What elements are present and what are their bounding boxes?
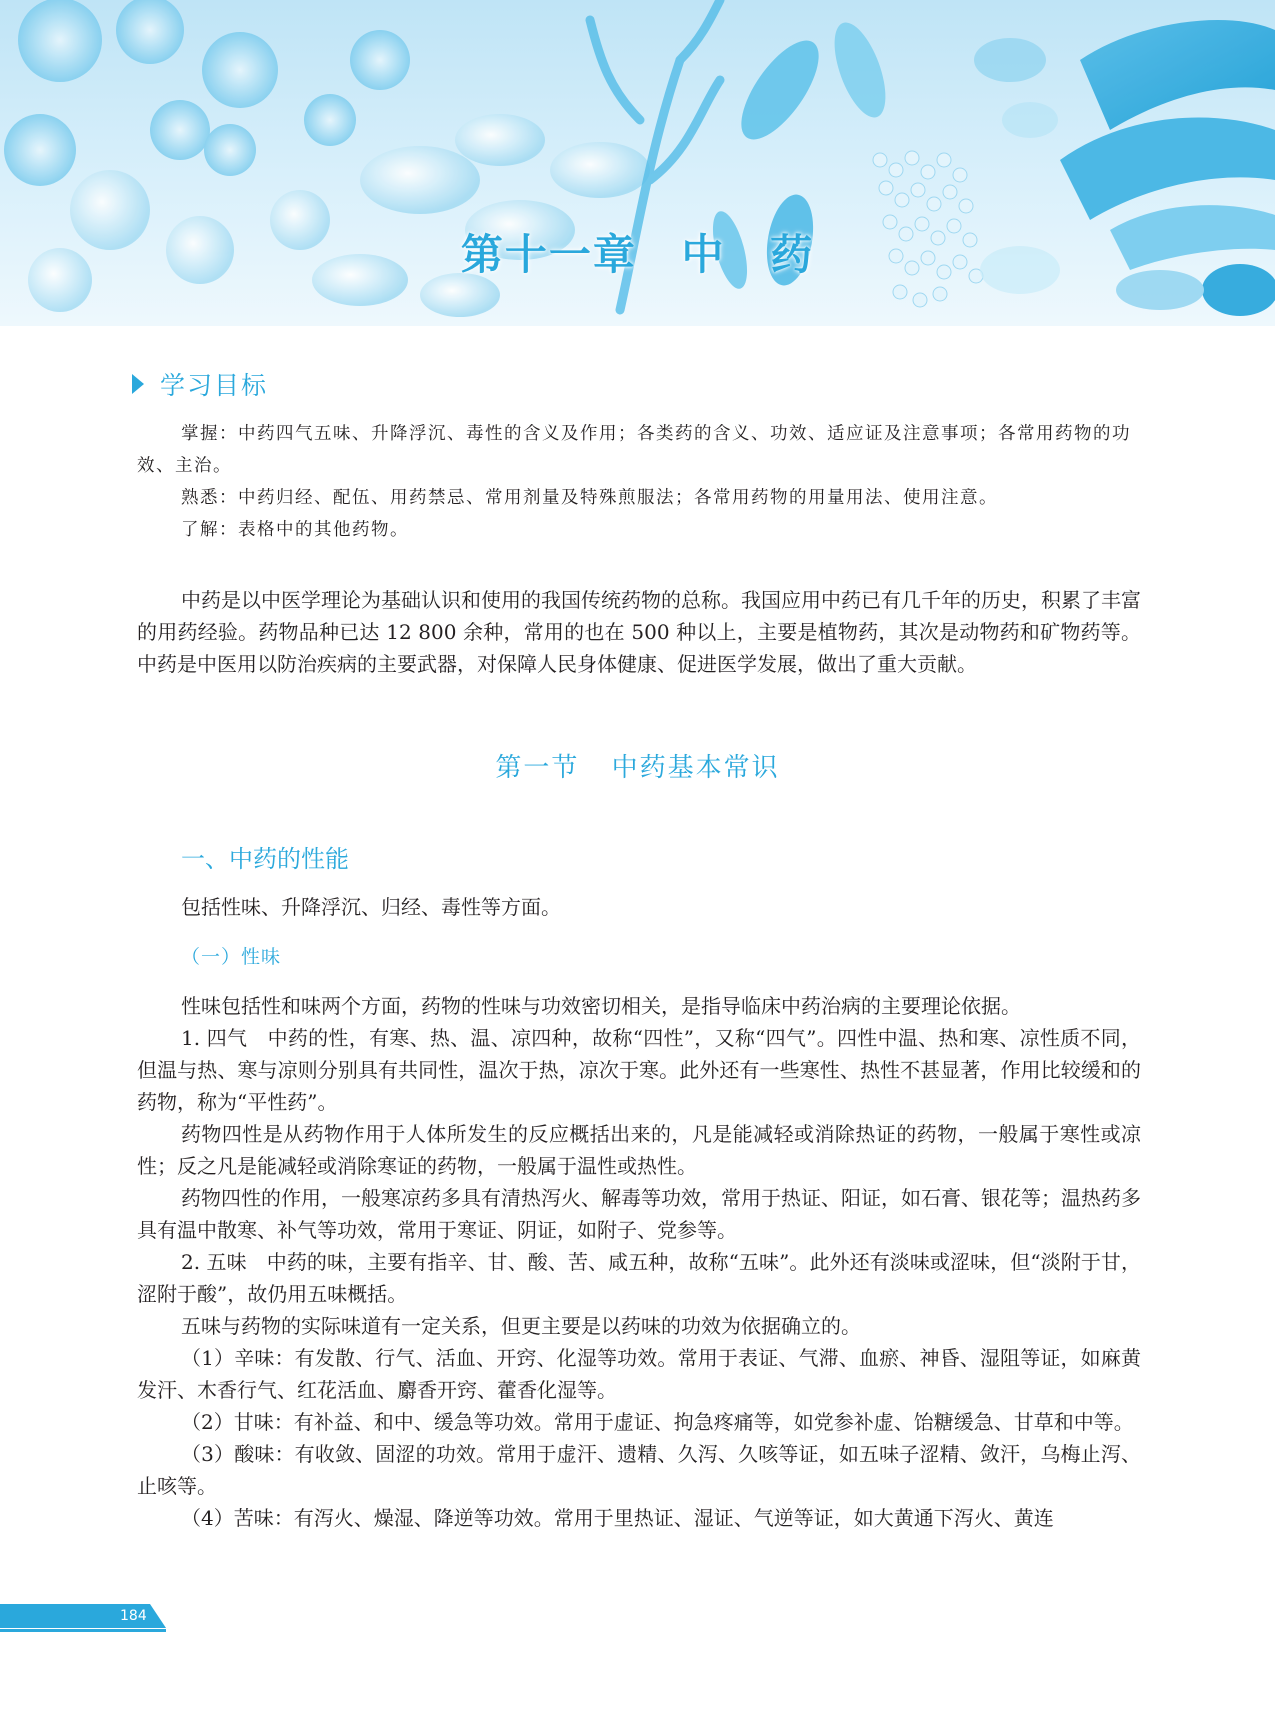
goal-understand: 了解：表格中的其他药物。 [181, 520, 409, 540]
subsection-intro: 包括性味、升降浮沉、归经、毒性等方面。 [181, 895, 561, 919]
goal-familiar: 熟悉：中药归经、配伍、用药禁忌、常用剂量及特殊煎服法；各常用药物的用量用法、使用注意。 [181, 488, 998, 508]
goal-master: 掌握：中药四气五味、升降浮沉、毒性的含义及作用；各类药的含义、功效、适应证及注意事项；各常用药物的功效、主治。 [137, 424, 1131, 476]
learning-goals-heading [132, 366, 268, 402]
subsection-title: 一、中药的性能 [181, 845, 349, 873]
paragraph: （3）酸味：有收敛、固涩的功效。常用于虚汗、遗精、久泻、久咳等证，如五味子涩精、敛汗，乌梅止泻、止咳等。 [137, 1442, 1141, 1498]
triangle-marker-icon [132, 374, 144, 394]
paragraph: 五味与药物的实际味道有一定关系，但更主要是以药味的功效为依据确立的。 [181, 1314, 861, 1338]
section-body [137, 990, 1141, 1534]
paragraph: 性味包括性和味两个方面，药物的性味与功效密切相关，是指导临床中药治病的主要理论依据。 [181, 994, 1021, 1018]
paragraph: （2）甘味：有补益、和中、缓急等功效。常用于虚证、拘急疼痛等，如党参补虚、饴糖缓急、甘草和中等。 [181, 1410, 1134, 1434]
intro-text [137, 584, 1141, 680]
paragraph: 药物四性的作用，一般寒凉药多具有清热泻火、解毒等功效，常用于热证、阳证，如石膏、银花等；温热药多具有温中散寒、补气等功效，常用于寒证、阴证，如附子、党参等。 [137, 1186, 1141, 1242]
learning-goals-title: 学习目标 [160, 371, 269, 400]
paragraph: 药物四性是从药物作用于人体所发生的反应概括出来的，凡是能减轻或消除热证的药物，一般属于寒性或凉性；反之凡是能减轻或消除寒证的药物，一般属于温性或热性。 [137, 1122, 1141, 1178]
subsubsection-title: （一）性味 [181, 946, 282, 968]
page-number: 184 [120, 1608, 147, 1624]
footer-rule [0, 1629, 166, 1632]
chapter-banner [0, 0, 1275, 326]
paragraph: 1. 四气 中药的性，有寒、热、温、凉四种，故称“四性”，又称“四气”。四性中温、热和寒、凉性质不同，但温与热、寒与凉则分别具有共同性，温次于热，凉次于寒。此外还有一些寒性、热性不甚显著，作用比较缓和的药物，称为“平性药”。 [137, 1026, 1141, 1114]
learning-goals-list [137, 418, 1141, 546]
intro-paragraph: 中药是以中医学理论为基础认识和使用的我国传统药物的总称。我国应用中药已有几千年的历史，积累了丰富的用药经验。药物品种已达 12 800 余种，常用的也在 500 种以上，主要是植物药，其次是动物药和矿物药等。中药是中医用以防治疾病的主要武器，对保障人民身体健康、促进医学发展，做出了重大贡献。 [137, 588, 1141, 676]
section-title: 第一节 中药基本常识 [495, 753, 780, 783]
paragraph: 2. 五味 中药的味，主要有指辛、甘、酸、苦、咸五种，故称“五味”。此外还有淡味或涩味，但“淡附于甘，涩附于酸”，故仍用五味概括。 [137, 1250, 1141, 1306]
paragraph: （4）苦味：有泻火、燥湿、降逆等功效。常用于里热证、湿证、气逆等证，如大黄通下泻火、黄连 [181, 1506, 1054, 1530]
paragraph: （1）辛味：有发散、行气、活血、开窍、化湿等功效。常用于表证、气滞、血瘀、神昏、湿阻等证，如麻黄发汗、木香行气、红花活血、麝香开窍、藿香化湿等。 [137, 1346, 1141, 1402]
chapter-title: 第十一章 中 药 [460, 230, 815, 279]
